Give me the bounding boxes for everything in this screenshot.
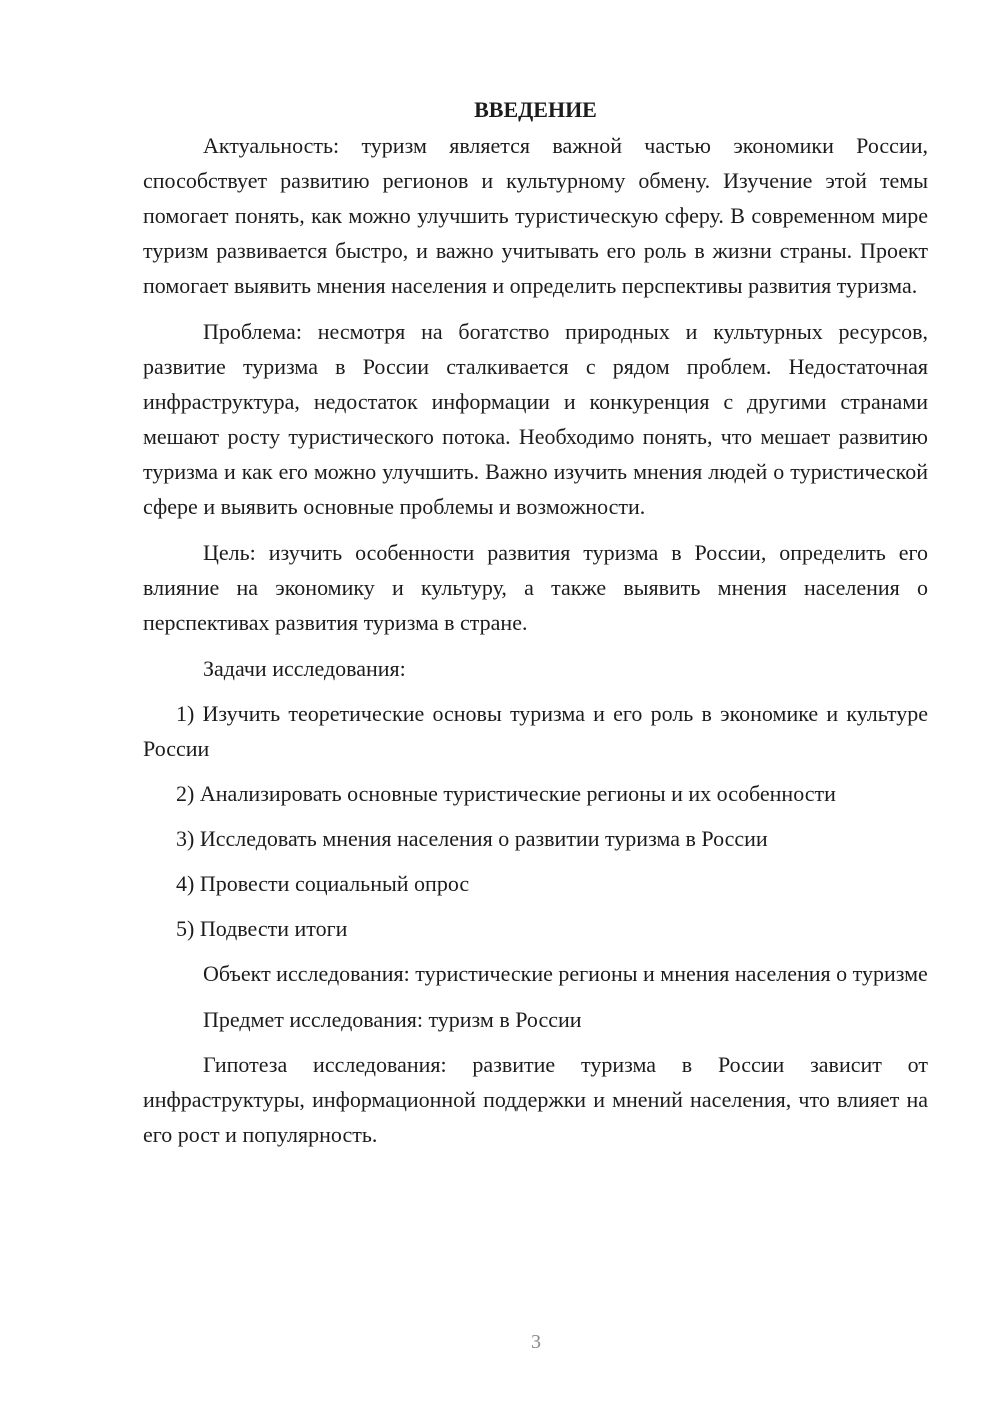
object-paragraph: Объект исследования: туристические регионы и мнения населения о туризме bbox=[203, 961, 928, 986]
list-item: 4) Провести социальный опрос bbox=[176, 871, 470, 896]
tasks-list bbox=[143, 696, 928, 946]
page-content bbox=[143, 93, 928, 1163]
list-item: 1) Изучить теоретические основы туризма и его роль в экономике и культуре России bbox=[143, 701, 928, 761]
list-item: 2) Анализировать основные туристические регионы и их особенности bbox=[176, 781, 836, 806]
subject-paragraph: Предмет исследования: туризм в России bbox=[203, 1007, 582, 1032]
hypothesis-paragraph: Гипотеза исследования: развитие туризма в России зависит от инфраструктуры, информационной поддержки и мнений населения, что влияет на его рост и популярность. bbox=[143, 1052, 928, 1147]
list-item: 5) Подвести итоги bbox=[176, 916, 348, 941]
tasks-heading: Задачи исследования: bbox=[203, 656, 406, 681]
relevance-paragraph: Актуальность: туризм является важной частью экономики России, способствует развитию регионов и культурному обмену. Изучение этой темы помогает понять, как можно улучшить туристическую сферу. В современном мире туризм развивается быстро, и важно учитывать его роль в жизни страны. Проект помогает выявить мнения населения и определить перспективы развития туризма. bbox=[143, 133, 928, 298]
page-number: 3 bbox=[531, 1331, 541, 1353]
problem-paragraph: Проблема: несмотря на богатство природных и культурных ресурсов, развитие туризма в России сталкивается с рядом проблем. Недостаточная инфраструктура, недостаток информации и конкуренция с другими странами мешают росту туристического потока. Необходимо понять, что мешает развитию туризма и как его можно улучшить. Важно изучить мнения людей о туристической сфере и выявить основные проблемы и возможности. bbox=[143, 319, 928, 519]
list-item: 3) Исследовать мнения населения о развитии туризма в России bbox=[176, 826, 768, 851]
section-title: ВВЕДЕНИЕ bbox=[474, 97, 597, 122]
goal-paragraph: Цель: изучить особенности развития туризма в России, определить его влияние на экономику и культуру, а также выявить мнения населения о перспективах развития туризма в стране. bbox=[143, 540, 928, 635]
